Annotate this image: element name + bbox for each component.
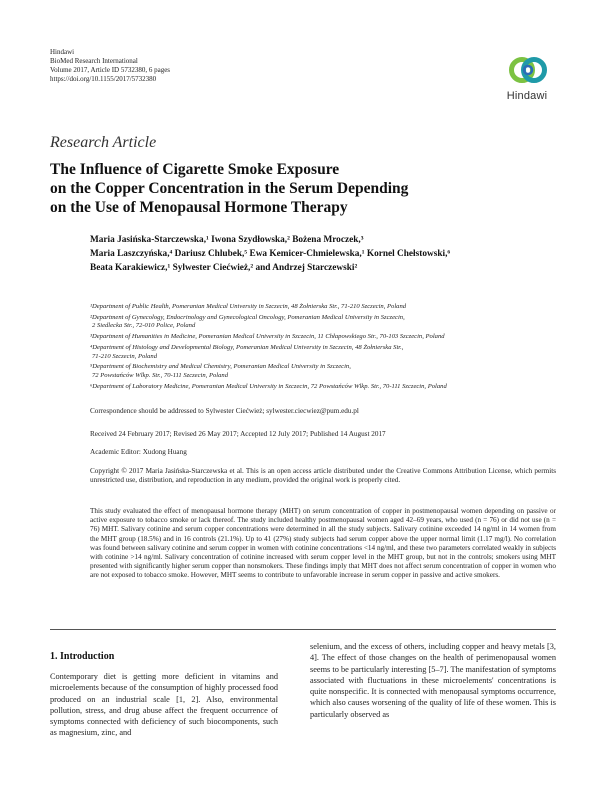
- affiliation-line: ¹Department of Public Health, Pomeranian Medical University in Szczecin, 48 Żołnierska Str., 71-210 Szczecin, Poland: [90, 303, 407, 310]
- volume-line: Volume 2017, Article ID 5732380, 6 pages: [50, 66, 171, 74]
- article-title: [50, 160, 550, 217]
- author-list: [90, 233, 560, 275]
- journal-name: BioMed Research International: [50, 57, 138, 65]
- affiliation: [90, 363, 560, 380]
- copyright-notice: Copyright © 2017 Maria Jasińska-Starczewska et al. This is an open access article distributed under the Creative Commons Attribution License, which permits unrestricted use, distribution, and reproduction in any medium, provided the original work is properly cited.: [90, 467, 556, 485]
- section-divider: [50, 629, 556, 630]
- affiliation: [90, 303, 560, 312]
- publisher-name: Hindawi: [50, 48, 75, 56]
- title-line: on the Use of Menopausal Hormone Therapy: [50, 199, 348, 216]
- abstract: This study evaluated the effect of menopausal hormone therapy (MHT) on serum concentration of copper in postmenopausal women depending on passive or active exposure to tobacco smoke or lack thereof. The study included healthy postmenopausal women aged 42–69 years, who used (n = 76) or did not use (n = 76) MHT. Salivary cotinine and serum copper concentrations were determined in all the study subjects. Salivary cotinine exceeded 14 ng/ml in 14 women from the MHT group (18.5%) and in 16 controls (21.1%). Up to 41 (27%) study subjects had serum copper above the upper normal limit (1.17 mg/l). No correlation was found between salivary cotinine and serum copper in women with cotinine concentrations <14 ng/ml, and these two parameters correlated weakly in subjects with cotinine >14 ng/ml. Salivary concentration of cotinine increased with serum copper level in the MHT group, but not in the controls; smokers using MHT presented with significantly higher serum copper than nonsmokers. These findings imply that MHT does not affect serum concentration of copper in women who are not exposed to tobacco smoke. However, MHT seems to contribute to unfavorable increase in serum copper in passive and active smokers.: [90, 507, 556, 580]
- affiliation: [90, 344, 560, 361]
- correspondence-note: Correspondence should be addressed to Sylwester Ciećwież; sylwester.ciecwiez@pum.edu.pl: [90, 407, 359, 415]
- affiliation-line: ⁵Department of Biochemistry and Medical Chemistry, Pomeranian Medical University in Szczecin,: [90, 363, 351, 371]
- affiliation-line: ⁶Department of Laboratory Medicine, Pomeranian Medical University in Szczecin, 72 Powstańców Wlkp. Str., 70-111 Szczecin, Poland: [90, 382, 447, 390]
- affiliation-list: [90, 303, 560, 393]
- logo-wordmark: Hindawi: [506, 90, 548, 102]
- publication-dates: Received 24 February 2017; Revised 26 May 2017; Accepted 12 July 2017; Published 14 August 2017: [90, 430, 386, 438]
- affiliation: [90, 314, 560, 331]
- affiliation-line: 2 Siedlecka Str., 72-010 Police, Poland: [92, 322, 196, 330]
- affiliation-line: ²Department of Gynecology, Endocrinology and Gynecological Oncology, Pomeranian Medical University in Szczecin,: [90, 313, 405, 321]
- academic-editor: Academic Editor: Xudong Huang: [90, 448, 187, 456]
- affiliation-line: ³Department of Humanities in Medicine, Pomeranian Medical University in Szczecin, 11 Chłapowskiego Str., 70-103 Szczecin, Poland: [90, 333, 445, 341]
- journal-metadata: [50, 48, 170, 84]
- doi-link[interactable]: https://doi.org/10.1155/2017/5732380: [50, 75, 157, 83]
- body-column-left: Contemporary diet is getting more deficient in vitamins and microelements because of the consumption of highly processed food produced on an industrial scale [1, 2]. Also, environmental pollution, stress, and drug abuse affect the frequent occurrence of symptoms connected with deficiency of such biocomponents, such as magnesium, zinc, and: [50, 672, 278, 738]
- title-line: on the Copper Concentration in the Serum Depending: [50, 180, 409, 197]
- affiliation-line: 72 Powstańców Wlkp. Str., 70-111 Szczecin, Poland: [92, 371, 229, 379]
- author-line: Beata Karakiewicz,¹ Sylwester Ciećwież,² and Andrzej Starczewski²: [90, 263, 358, 273]
- affiliation: [90, 383, 560, 392]
- body-column-right: selenium, and the excess of others, including copper and heavy metals [3, 4]. The effect of those changes on the health of perimenopausal women seems to be particularly interesting [5–7]. The manifestation of symptoms associated with fluctuations in these microelements' concentrations is quite nonspecific. It is connected with menopausal symptoms occurrence, which also causes worsening of the quality of life of these women. This is particularly observed as: [310, 642, 556, 719]
- affiliation: [90, 333, 560, 342]
- article-type: Research Article: [50, 134, 157, 151]
- section-heading-introduction: 1. Introduction: [50, 651, 115, 662]
- affiliation-line: ⁴Department of Histology and Developmental Biology, Pomeranian Medical University in Szczecin, 48 Żołnierska Str.,: [90, 343, 404, 351]
- author-line: Maria Laszczyńska,⁴ Dariusz Chlubek,⁵ Ewa Kemicer-Chmielewska,¹ Kornel Chełstowski,⁶: [90, 249, 451, 259]
- author-line: Maria Jasińska-Starczewska,¹ Iwona Szydłowska,² Bożena Mroczek,³: [90, 235, 364, 245]
- title-line: The Influence of Cigarette Smoke Exposure: [50, 161, 340, 178]
- affiliation-line: 71-210 Szczecin, Poland: [92, 352, 158, 360]
